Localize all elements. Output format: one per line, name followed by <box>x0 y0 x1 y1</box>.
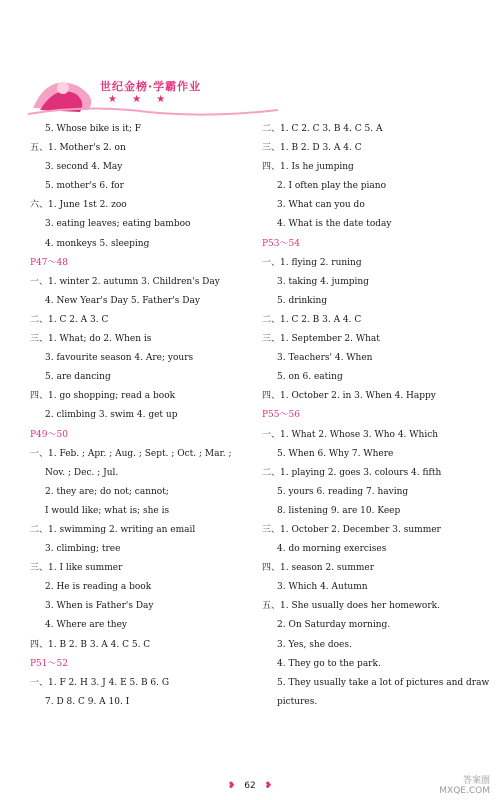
answer-line: 5. drinking <box>277 295 328 306</box>
answer-line: 5. yours 6. reading 7. having <box>277 486 409 497</box>
page-number: 62 <box>244 781 256 791</box>
answer-line: 一、1. flying 2. runing <box>262 257 362 268</box>
answer-line: 3. taking 4. jumping <box>277 276 369 287</box>
answer-line: 3. Which 4. Autumn <box>277 582 368 593</box>
answer-line: 三、1. B 2. D 3. A 4. C <box>262 143 362 154</box>
answer-line: 2. they are; do not; cannot; <box>45 486 169 497</box>
answer-line: 4. They go to the park. <box>277 658 381 669</box>
answer-line: 5. They usually take a lot of pictures and draw <box>277 677 490 688</box>
answer-line: 2. On Saturday morning. <box>277 620 391 631</box>
watermark-url: MXQE.COM <box>439 786 490 796</box>
section-heading: P51～52 <box>30 658 68 669</box>
answer-line: 4. Where are they <box>45 620 127 631</box>
answer-line: 四、1. go shopping; read a book <box>30 391 176 402</box>
answer-line: 二、1. playing 2. goes 3. colours 4. fifth <box>262 467 442 478</box>
answer-line: 3. When is Father's Day <box>45 601 154 612</box>
answer-line: 二、1. C 2. B 3. A 4. C <box>262 314 362 325</box>
section-heading: P53～54 <box>262 238 300 249</box>
answer-line: 3. favourite season 4. Are; yours <box>45 353 194 364</box>
answer-line: 二、1. swimming 2. writing an email <box>30 524 196 535</box>
answer-line: 4. New Year's Day 5. Father's Day <box>45 295 200 306</box>
answer-line: 五、1. Mother's 2. on <box>30 143 126 154</box>
answer-line: 五、1. She usually does her homework. <box>262 601 440 612</box>
section-heading: P47～48 <box>30 257 68 268</box>
answer-line: 二、1. C 2. A 3. C <box>30 314 109 325</box>
watermark-title: 答案圈 <box>462 776 490 786</box>
answer-line: 2. climbing 3. swim 4. get up <box>45 410 178 421</box>
answer-line: 3. Teachers' 4. When <box>277 353 373 364</box>
answer-line: 三、1. October 2. December 3. summer <box>262 524 441 535</box>
answer-line: 8. listening 9. are 10. Keep <box>277 505 401 516</box>
answer-line: 3. Yes, she does. <box>277 639 352 650</box>
section-heading: P49～50 <box>30 429 68 440</box>
answer-line: 5. When 6. Why 7. Where <box>277 448 394 459</box>
answer-line: 三、1. I like summer <box>30 563 123 574</box>
answer-line: 4. do morning exercises <box>277 544 387 555</box>
answer-line: 3. What can you do <box>277 200 365 211</box>
answer-line: 7. D 8. C 9. A 10. I <box>45 696 130 707</box>
answer-line: 5. are dancing <box>45 372 111 383</box>
bird-right-icon: ❥ <box>264 781 273 791</box>
section-heading: P55～56 <box>262 410 300 421</box>
answer-line: 4. What is the date today <box>277 219 392 230</box>
left-column <box>30 120 255 712</box>
answer-line: 3. climbing; tree <box>45 544 121 555</box>
answer-line: 四、1. B 2. B 3. A 4. C 5. C <box>30 639 151 650</box>
answer-line: 四、1. October 2. in 3. When 4. Happy <box>262 391 436 402</box>
answer-line: 一、1. Feb. ; Apr. ; Aug. ; Sept. ; Oct. ; Mar. ; <box>30 448 232 459</box>
answer-line: 一、1. F 2. H 3. J 4. E 5. B 6. G <box>30 677 170 688</box>
answer-line: 四、1. Is he jumping <box>262 162 354 173</box>
answer-line: 2. I often play the piano <box>277 181 386 192</box>
answer-line: 四、1. season 2. summer <box>262 563 375 574</box>
answer-line: 5. on 6. eating <box>277 372 343 383</box>
answer-line: 3. eating leaves; eating bamboo <box>45 219 191 230</box>
star-decor-icon: ★ ★ ★ <box>108 94 172 105</box>
answer-line: 一、1. What 2. Whose 3. Who 4. Which <box>262 429 439 440</box>
answer-line: 六、1. June 1st 2. zoo <box>30 200 127 211</box>
answer-line: 4. monkeys 5. sleeping <box>45 238 150 249</box>
answer-line: I would like; what is; she is <box>45 505 170 516</box>
answer-line: pictures. <box>277 696 318 707</box>
watermark <box>439 773 490 796</box>
answer-line: 2. He is reading a book <box>45 582 152 593</box>
answer-line: 三、1. What; do 2. When is <box>30 334 152 345</box>
bird-left-icon: ❥ <box>227 781 236 791</box>
answer-line: Nov. ; Dec. ; Jul. <box>45 467 119 478</box>
right-column <box>262 120 490 712</box>
header-title: 世纪金榜·学霸作业 <box>100 80 202 93</box>
answer-line: 三、1. September 2. What <box>262 334 380 345</box>
page-footer <box>0 781 500 791</box>
answer-line: 3. second 4. May <box>45 162 123 173</box>
answer-line: 一、1. winter 2. autumn 3. Children's Day <box>30 276 220 287</box>
answer-line: 5. mother's 6. for <box>45 181 124 192</box>
answer-line: 二、1. C 2. C 3. B 4. C 5. A <box>262 124 383 134</box>
answer-line: 5. Whose bike is it; F <box>45 124 141 134</box>
